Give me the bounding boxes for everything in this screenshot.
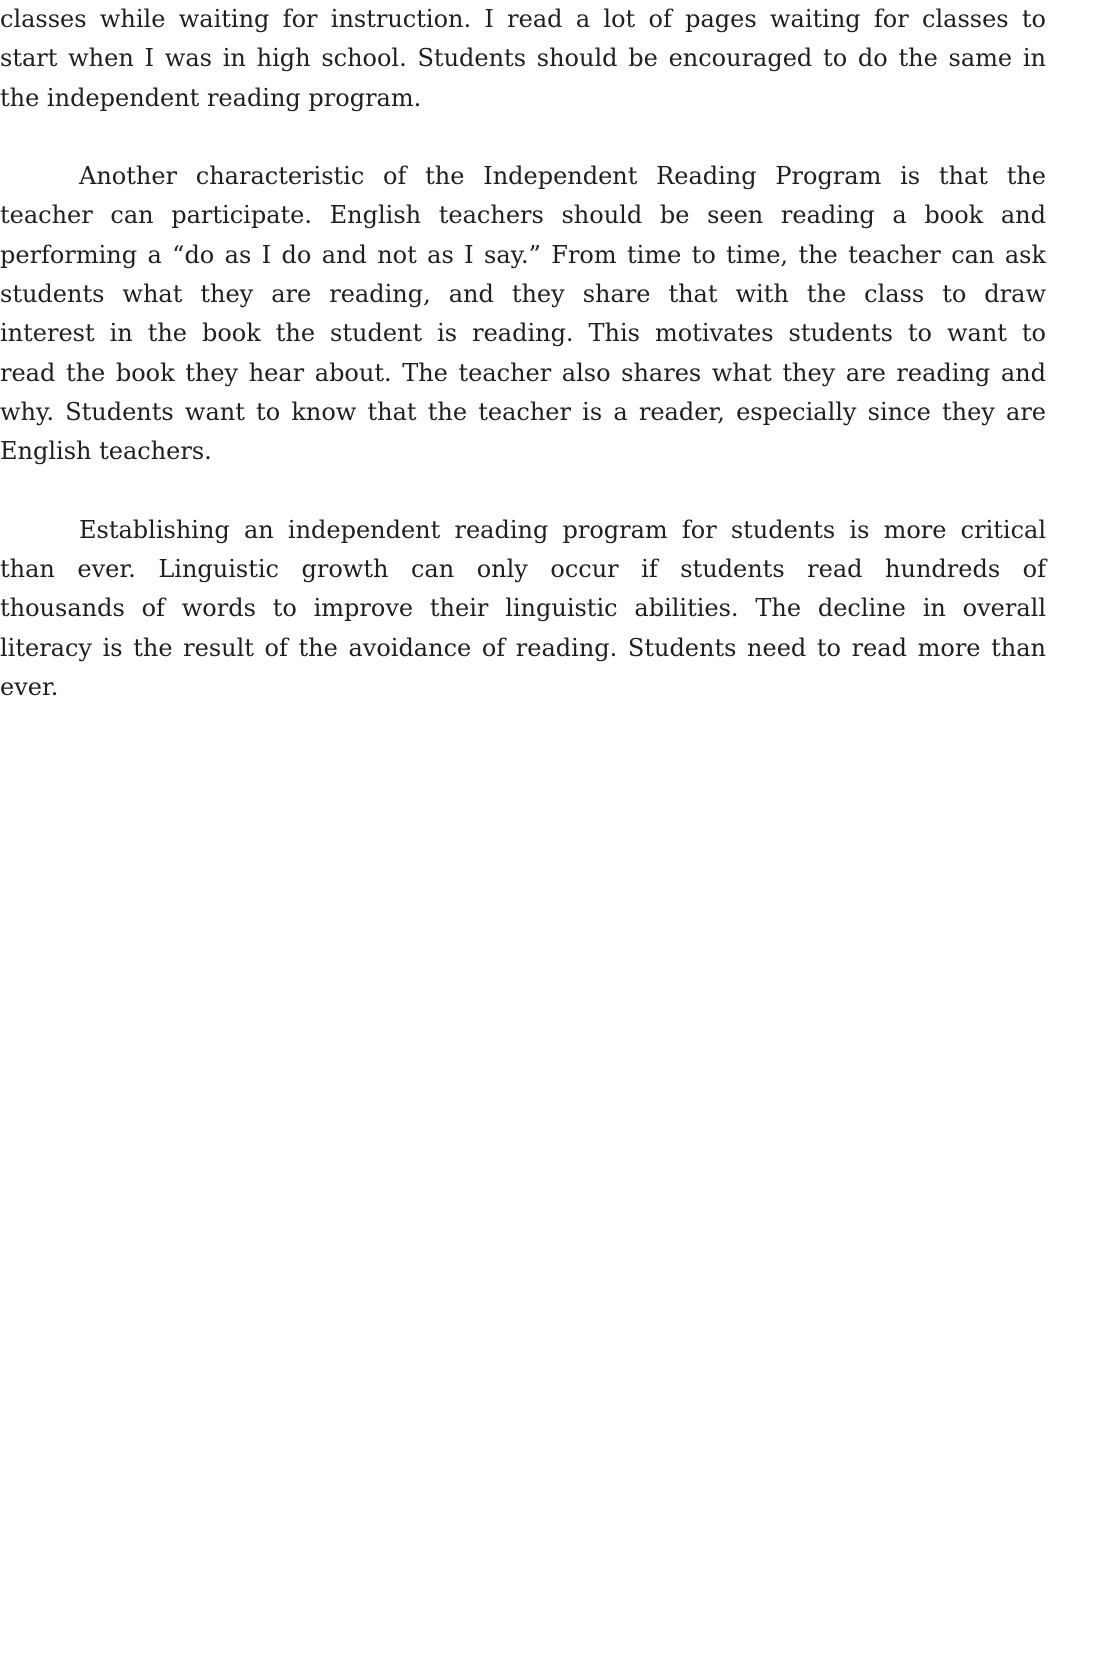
document-page <box>0 0 1046 747</box>
text-line: interest in the book the student is reading. This motivates students to want to <box>0 319 1046 348</box>
text-line: the independent reading program. <box>0 83 422 112</box>
paragraph <box>0 511 1046 707</box>
text-line: students what they are reading, and they share that with the class to draw <box>0 280 1046 309</box>
text-line: start when I was in high school. Students should be encouraged to do the same in <box>0 44 1046 73</box>
text-line: ever. <box>0 673 59 702</box>
text-line: classes while waiting for instruction. I read a lot of pages waiting for classes to <box>0 5 1046 33</box>
text-line: than ever. Linguistic growth can only occur if students read hundreds of <box>0 555 1046 584</box>
text-line: performing a “do as I do and not as I say.” From time to time, the teacher can ask <box>0 240 1046 269</box>
text-line: thousands of words to improve their linguistic abilities. The decline in overall <box>0 594 1046 623</box>
text-line: Another characteristic of the Independent Reading Program is that the <box>79 162 1046 191</box>
text-line: teacher can participate. English teachers should be seen reading a book and <box>0 201 1046 230</box>
text-line: read the book they hear about. The teacher also shares what they are reading and <box>0 358 1046 387</box>
text-line: English teachers. <box>0 437 212 466</box>
paragraph <box>0 157 1046 471</box>
text-line: why. Students want to know that the teacher is a reader, especially since they are <box>0 397 1046 426</box>
text-line: literacy is the result of the avoidance of reading. Students need to read more than <box>0 633 1046 662</box>
paragraph <box>0 0 1046 118</box>
text-line: Establishing an independent reading program for students is more critical <box>79 515 1046 544</box>
